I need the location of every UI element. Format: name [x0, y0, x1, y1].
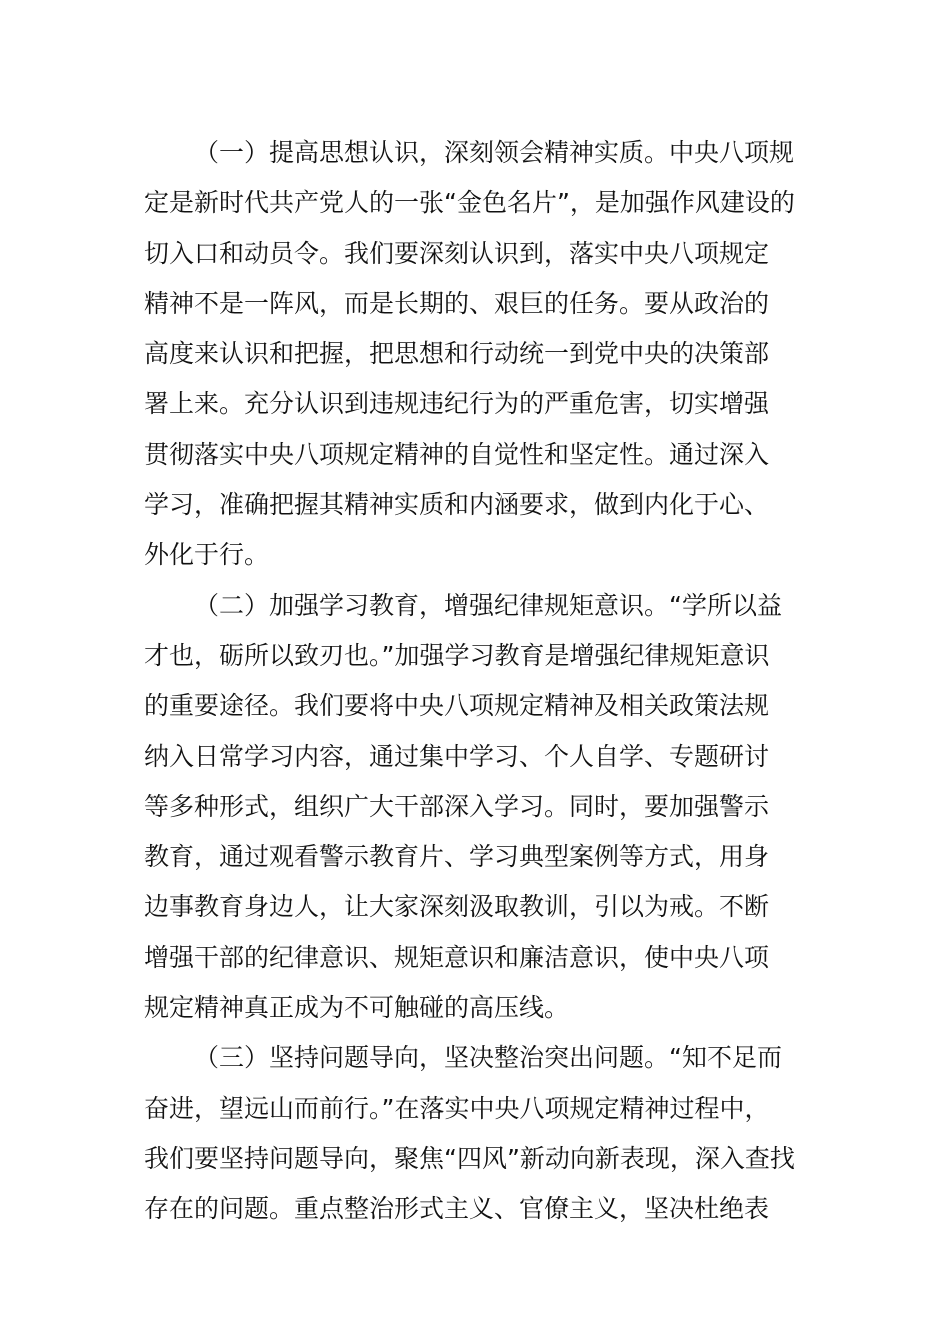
paragraph-3-line-3: 我们要坚持问题导向，聚焦“四风”新动向新表现，深入查找	[144, 1143, 795, 1173]
paragraph-1-line-4: 精神不是一阵风，而是长期的、艰巨的任务。要从政治的	[144, 288, 770, 318]
paragraph-2-line-9: 规定精神真正成为不可触碰的高压线。	[144, 993, 570, 1023]
paragraph-2-line-8: 增强干部的纪律意识、规矩意识和廉洁意识，使中央八项	[144, 942, 770, 972]
paragraph-2-line-6: 教育，通过观看警示教育片、学习典型案例等方式，用身	[144, 842, 770, 872]
paragraph-1-line-1: （一）提高思想认识，深刻领会精神实质。中央八项规	[194, 138, 795, 167]
paragraph-1-line-9: 外化于行。	[144, 540, 270, 570]
paragraph-2-line-3: 的重要途径。我们要将中央八项规定精神及相关政策法规	[144, 691, 770, 721]
paragraph-1-line-6: 署上来。充分认识到违规违纪行为的严重危害，切实增强	[144, 389, 770, 419]
paragraph-1-line-5: 高度来认识和把握，把思想和行动统一到党中央的决策部	[144, 339, 770, 369]
paragraph-3-line-4: 存在的问题。重点整治形式主义、官僚主义，坚决杜绝表	[144, 1194, 770, 1224]
paragraph-1-line-2: 定是新时代共产党人的一张“金色名片”，是加强作风建设的	[144, 188, 795, 218]
paragraph-1-line-3: 切入口和动员令。我们要深刻认识到，落实中央八项规定	[144, 238, 770, 268]
paragraph-3-line-2: 奋进，望远山而前行。”在落实中央八项规定精神过程中，	[144, 1093, 770, 1123]
paragraph-1-line-7: 贯彻落实中央八项规定精神的自觉性和坚定性。通过深入	[144, 439, 770, 469]
body-text	[144, 128, 806, 1235]
paragraph-2-line-4: 纳入日常学习内容，通过集中学习、个人自学、专题研讨	[144, 741, 770, 771]
paragraph-3-line-1: （三）坚持问题导向，坚决整治突出问题。“知不足而	[194, 1043, 782, 1073]
paragraph-2-line-7: 边事教育身边人，让大家深刻汲取教训，引以为戒。不断	[144, 892, 770, 922]
paragraph-2-line-2: 才也，砺所以致刃也。”加强学习教育是增强纪律规矩意识	[144, 640, 770, 670]
paragraph-2-line-1: （二）加强学习教育，增强纪律规矩意识。“学所以益	[194, 590, 782, 620]
paragraph-2-line-5: 等多种形式，组织广大干部深入学习。同时，要加强警示	[144, 791, 770, 821]
paragraph-1-line-8: 学习，准确把握其精神实质和内涵要求，做到内化于心、	[144, 490, 770, 520]
